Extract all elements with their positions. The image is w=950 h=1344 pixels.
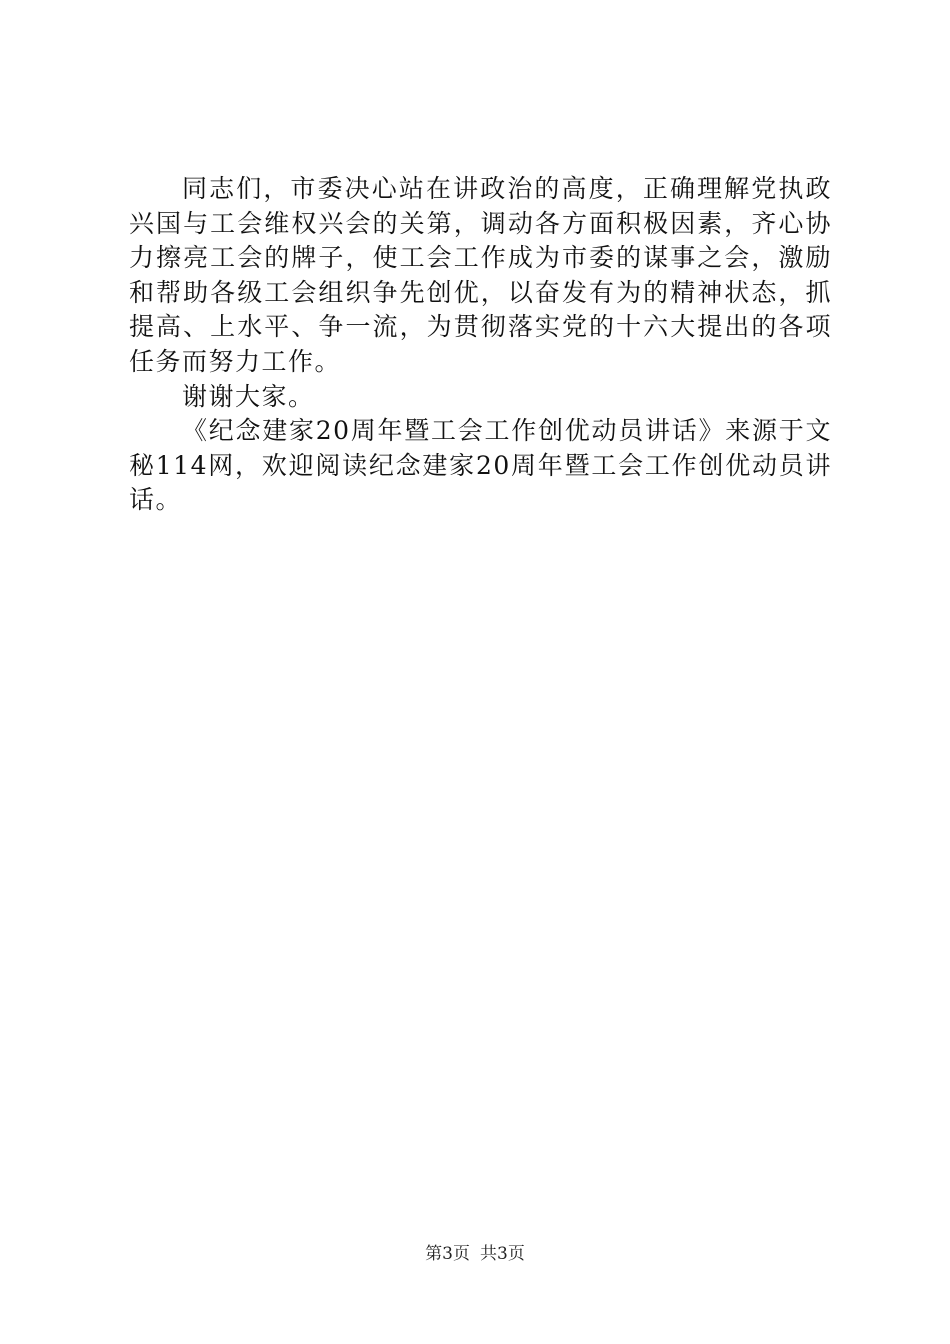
page-number-total: 共3页: [480, 1244, 525, 1264]
paragraph-thanks: 谢谢大家。: [182, 381, 315, 411]
paragraph-source-note: 《纪念建家20周年暨工会工作创优动员讲话》来源于文秘114网，欢迎阅读纪念建家20周年暨工会工作创优动员讲话。: [129, 416, 832, 515]
paragraph-closing-remarks: 同志们，市委决心站在讲政治的高度，正确理解党执政兴国与工会维权兴会的关第，调动各方面积极因素，齐心协力擦亮工会的牌子，使工会工作成为市委的谋事之会，激励和帮助各级工会组织争先创优，以奋发有为的精神状态，抓提高、上水平、争一流，为贯彻落实党的十六大提出的各项任务而努力工作。: [129, 174, 832, 376]
page-number-current: 第3页: [425, 1244, 470, 1264]
document-body: [129, 172, 832, 518]
page-footer: [0, 1242, 950, 1266]
